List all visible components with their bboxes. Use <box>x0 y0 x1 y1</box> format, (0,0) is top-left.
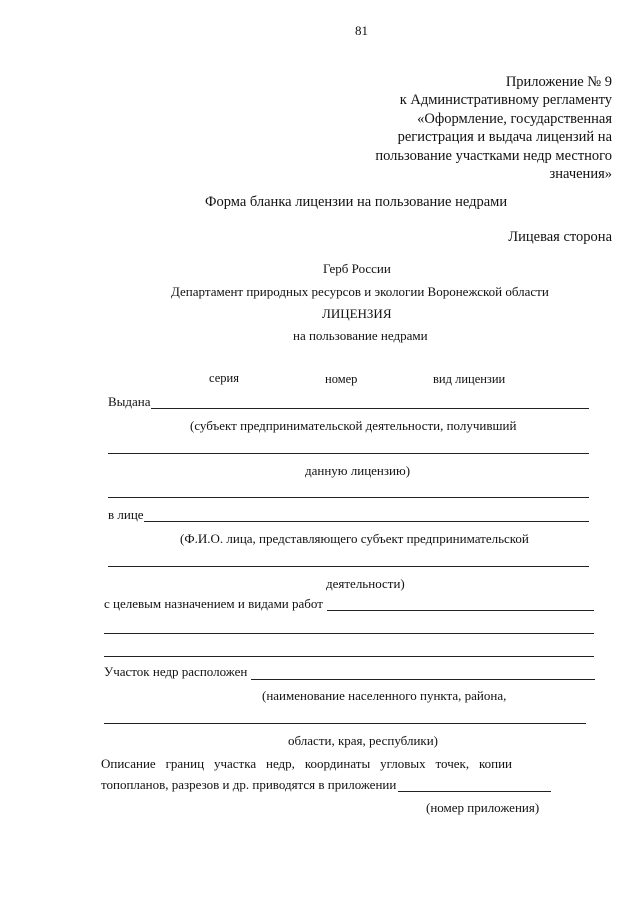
number-label: номер <box>325 372 358 386</box>
issued-field-line[interactable] <box>151 408 589 409</box>
description-word: участка <box>213 756 257 771</box>
issued-field-line-3[interactable] <box>108 497 589 498</box>
side-label: Лицевая сторона <box>508 229 612 245</box>
issued-hint: данную лицензию) <box>305 463 411 478</box>
location-hint: (наименование населенного пункта, района, <box>262 688 507 703</box>
page-number: 81 <box>355 23 368 38</box>
location-hint: области, края, республики) <box>288 733 439 748</box>
appendix-line: Приложение № 9 <box>505 74 612 90</box>
person-field-line-2[interactable] <box>108 566 589 567</box>
series-label: серия <box>209 371 239 385</box>
department-name: Департамент природных ресурсов и экологии Воронежской области <box>171 284 549 299</box>
description-line-1 <box>101 756 512 772</box>
appendix-line: регистрация и выдача лицензий на <box>397 129 612 146</box>
description-word: границ <box>165 756 205 771</box>
appendix-line: значения» <box>549 166 612 183</box>
appendix-number-hint: (номер приложения) <box>426 800 540 815</box>
description-word: недр, <box>266 756 295 771</box>
appendix-block <box>375 73 612 183</box>
appendix-line: к Административному регламенту <box>399 92 612 109</box>
license-type-label: вид лицензии <box>433 372 506 386</box>
appendix-line: пользование участками недр местного <box>375 147 612 164</box>
location-field-line[interactable] <box>251 679 595 680</box>
license-subtitle: на пользование недрами <box>293 328 428 343</box>
emblem-placeholder: Герб России <box>323 261 391 276</box>
description-line-2: топопланов, разрезов и др. приводятся в приложении <box>101 777 397 792</box>
description-word: копии <box>478 756 512 771</box>
person-label: в лице <box>108 507 144 522</box>
description-word: Описание <box>101 756 156 771</box>
purpose-label: с целевым назначением и видами работ <box>104 596 323 611</box>
appendix-number-field-line[interactable] <box>398 791 551 792</box>
person-hint: деятельности) <box>326 576 405 591</box>
form-title: Форма бланка лицензии на пользование недрами <box>205 194 508 210</box>
purpose-field-line-2[interactable] <box>104 633 594 634</box>
appendix-line: «Оформление, государственная <box>417 110 612 127</box>
purpose-field-line[interactable] <box>327 610 594 611</box>
license-title: ЛИЦЕНЗИЯ <box>322 306 392 321</box>
location-label: Участок недр расположен <box>104 664 248 679</box>
location-field-line-2[interactable] <box>104 723 586 724</box>
issued-hint: (субъект предпринимательской деятельности, получивший <box>190 418 517 433</box>
person-field-line[interactable] <box>144 521 589 522</box>
issued-field-line-2[interactable] <box>108 453 589 454</box>
description-word: точек, <box>435 756 470 771</box>
person-hint: (Ф.И.О. лица, представляющего субъект предпринимательской <box>180 531 529 546</box>
purpose-field-line-3[interactable] <box>104 656 594 657</box>
description-word: координаты <box>304 756 371 771</box>
description-word: угловых <box>380 756 426 771</box>
issued-label: Выдана <box>108 394 151 409</box>
